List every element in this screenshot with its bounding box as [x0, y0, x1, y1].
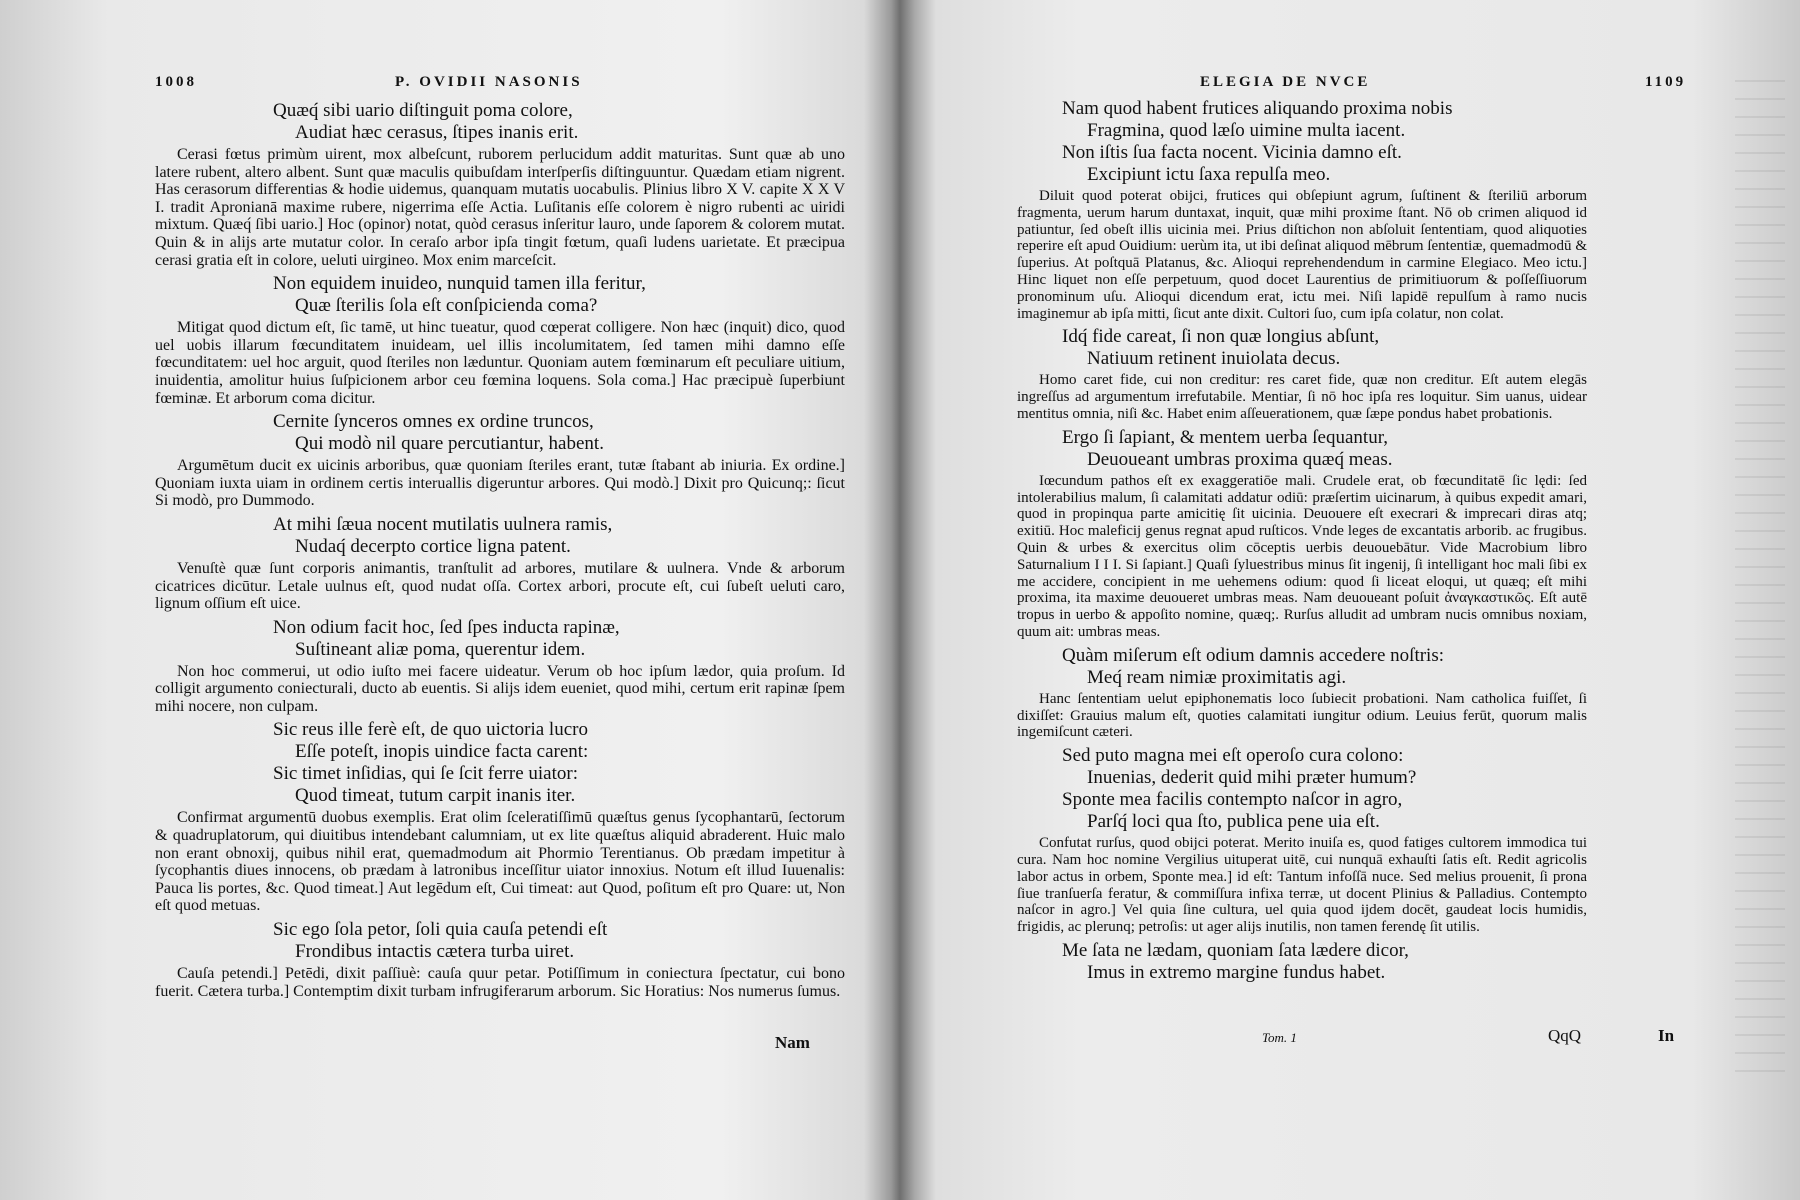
verse-line: Sed puto magna mei eſt operoſo cura colono: — [1062, 745, 1404, 767]
catchword: In — [1658, 1026, 1675, 1045]
commentary-paragraph: Cerasi fœtus primùm uirent, mox albeſcunt, ruborem perlucidum addit maturitas. Sunt quæ ab uno latere rubent, altero albent. Sunt quæ maculis quibuſdam interſperſis diſtinguuntur. Quædam etiam nigrent. Has cerasorum differentias & hodie uidemus, quanquam mutatis uocabulis. Plinius libro X V. capite X X V I. tradit Apronianā maxime rubere, nigerrima eſſe Actia. Luſitanis eſſe colorem è nigro rubenti ac uiridi mixtum. Quæq́ ſibi uario.] Hoc (opinor) notat, quòd cerasus inſeritur lauro, unde ſaporem & colorem mutat. Quin & in alijs arte mutatur color. In ceraſo arbor ipſa tingit fœtum, quaſi ludens uarietate. Et præcipua cerasi gratia eſt in colore, ueluti uirgineo. Mox enim marceſcit. — [155, 146, 845, 269]
right-page — [905, 0, 1800, 1200]
running-head: ELEGIA DE NVCE — [1200, 74, 1371, 90]
page-number: 1008 — [155, 74, 197, 90]
verse-line: Non equidem inuideo, nunquid tamen illa feritur, — [273, 273, 646, 295]
verse-line: Me ſata ne lædam, quoniam ſata lædere dicor, — [1062, 939, 1409, 961]
verse-line: Quod timeat, tutum carpit inanis iter. — [295, 785, 576, 807]
verse-line: Quæq́ sibi uario diſtinguit poma colore, — [273, 100, 573, 121]
verse-line: Suſtineant aliæ poma, querentur idem. — [295, 638, 586, 660]
commentary-paragraph: Iœcundum pathos eſt ex exaggeratiōe mali. Crudele erat, ob fœcunditatē ſic lędi: ſed intolerabilius malum, ſi calamitati addatur odiū: præſertim uicinarum, à quibus expedit amari, quod in propinqua parte amicitię ſit uicinia. Deuouere eſt execrari & imprecari diras atq; exitiū. Hoc maleficij genus regnat apud ruſticos. Vnde leges de excantatis arborib. ac frugibus. Quin & urbes & exercitus olim cōceptis uerbis deuouebātur. Vide Macrobium libro Saturnalium I I I. Si ſapiant.] Quaſi ſyluestribus minus ſit ingenij, ſi intelligant hoc mali ſibi ex me accidere, concipient in me uehemens odium: quod ſi liceat eloqui, ut quæq; eſt mihi proxima, ita maxime deuoueret umbras meas. Nam deuoueant poſuit ἀναγκαστικῶς. Eſt autē tropus in uerbo & appoſito nomine, quæq;. Rurſus alludit ad umbram nucis omnibus noxiam, quum ait: umbras meas. — [1017, 472, 1587, 640]
verse-line: Ergo ſi ſapiant, & mentem uerba ſequantur, — [1062, 426, 1389, 448]
catchword: Nam — [775, 1033, 810, 1052]
verse-line: Nam quod habent frutices aliquando proxima nobis — [1062, 98, 1453, 119]
verse-line: Nudaq́ decerpto cortice ligna patent. — [295, 535, 571, 557]
page-body — [1017, 98, 1587, 984]
verse-line: Inuenias, dederit quid mihi præter humum? — [1087, 767, 1417, 789]
commentary-paragraph: Confutat rurſus, quod obijci poterat. Merito inuiſa es, quod fatiges cultorem immodica tui cura. Nam hoc nomine Vergilius uituperat uitē, cui nunquā exhauſti ſatis eſt. Redit agricolis labor actus in orbem, Sponte mea.] id eſt: Tantum infoſſā nuce. Sed melius prouenit, ſi prona ſiue tranſuerſa feratur, & commiſſura infixa terræ, ut docent Plinius & Palladius. Contempto naſcor in agro.] Vel quia ſine cultura, uel quia quod ijdem docēt, gaudeat locis humidis, frigidis, ac plerunq; petroſis: ut ager alijs inutilis, non tamen ferendę ſit utilis. — [1017, 835, 1587, 936]
signature-mark: QqQ — [1548, 1026, 1582, 1045]
verse-line: Excipiunt ictu ſaxa repulſa meo. — [1087, 164, 1331, 185]
verse-line: Sic timet inſidias, qui ſe ſcit ferre uiator: — [273, 763, 578, 785]
verse-line: Qui modò nil quare percutiantur, habent. — [295, 433, 604, 455]
verse-line: Sponte mea facilis contempto naſcor in agro, — [1062, 789, 1403, 811]
verse-line: Sic reus ille ferè eſt, de quo uictoria lucro — [273, 719, 588, 741]
verse-line: Non odium facit hoc, ſed ſpes inducta rapinæ, — [273, 616, 620, 638]
commentary-paragraph: Venuſtè quæ ſunt corporis animantis, tranſtulit ad arbores, mutilare & uulnera. Vnde & arborum cicatrices dicūtur. Letale uulnus eſt, quod nudat oſſa. Cortex arbori, procute eſt, cui ſubeſt ueluti caro, lignum oſſium eſt uice. — [155, 559, 845, 613]
verse-line: Deuoueant umbras proxima quæq́ meas. — [1087, 448, 1393, 470]
commentary-paragraph: Confirmat argumentū duobus exemplis. Erat olim ſceleratiſſimū quæſtus genus ſycophantarū, ſectorum & quadruplatorum, qui diuitibus intendebant calumniam, ut ex lite quæſtus aliquid abraderent. Huic malo non erant obnoxij, quibus nihil erat, quemadmodum ait Phormio Terentianus. Ob prædam impetitur à ſycophantis diues innocens, ob prædam à latronibus inceſſitur uiator innoxius. Notum eſt illud Iuuenalis: Pauca lis portes, &c. Quod timeat.] Aut legēdum eſt, Cui timeat: aut Quod, poſitum eſt pro Quare: ut, Non eſt quod metuas. — [155, 809, 845, 915]
left-page — [0, 0, 890, 1200]
verse-line: Idq́ fide careat, ſi non quæ longius abſunt, — [1062, 326, 1380, 348]
verse-line: Frondibus intactis cætera turba uiret. — [295, 941, 575, 963]
verse-line: Quæ ſterilis ſola eſt conſpicienda coma? — [295, 295, 598, 317]
verse-line: Parſq́ loci qua ſto, publica pene uia eſt. — [1087, 811, 1380, 833]
running-head: P. OVIDII NASONIS — [395, 74, 583, 90]
verse-line: Eſſe poteſt, inopis uindice facta carent: — [295, 741, 589, 763]
verse-line: Natiuum retinent inuiolata decus. — [1087, 348, 1341, 370]
verse-line: Audiat hæc cerasus, ſtipes inanis erit. — [295, 122, 579, 143]
commentary-paragraph: Diluit quod poterat obijci, frutices qui obſepiunt agrum, ſuſtinent & ſteriliū arborum fragmenta, uerum harum duntaxat, inquit, quæ mihi proxime ſtant. Nō ob crimen aliquod id patiuntur, ſed obeſt illis uicinia mei. Prius diſtichon non abſoluit ſententiam, quod aliquoties reperire eſt apud Ouidium: uerùm ita, ut ibi deſinat aliquod mēbrum ſententiæ, quemadmodū & ſuperius. At poſtquā Platanus, &c. Alioqui reprehendendum in carmine Elegiaco. Meo ictu.] Hinc liquet non eſſe perpetuum, quod docet Laurentius de primitiuorum & poſſeſſiuorum pronominum uſu. Alioqui dicendum erat, ictu mei. Niſi lapidē repulſum à ramo nucis imaginemur ab ipſa mitti, ſicut ante dixit. Cultori ſuo, cum ipſa colatur, non colat. — [1017, 188, 1587, 322]
commentary-paragraph: Argumētum ducit ex uicinis arboribus, quæ quoniam ſteriles erant, tutæ ſtabant ab iniuria. Ex ordine.] Quoniam iuxta uiam in ordinem certis interuallis digeruntur arbores. Qui modò.] Dixit pro Quicunq;: ſicut Si modò, pro Dummodo. — [155, 457, 845, 510]
volume-mark: Tom. 1 — [1262, 1030, 1297, 1045]
commentary-paragraph: Non hoc commerui, ut odio iuſto mei facere uideatur. Verum ob hoc ipſum lædor, quia proſum. Id colligit argumento coniecturali, ducto ab euentis. Si alijs idem eueniet, quod mihi, certum erit rapinæ ſpem mihi nocere, non culpam. — [155, 662, 845, 715]
commentary-paragraph: Cauſa petendi.] Petēdi, dixit paſſiuè: cauſa quur petar. Potiſſimum in coniectura ſpectatur, cui bono fuerit. Cætera turba.] Contemptim dixit turbam infrugiferarum arborum. Sic Horatius: Nos numerus ſumus. — [155, 965, 845, 1000]
verse-line: Cernite ſynceros omnes ex ordine truncos, — [273, 411, 594, 433]
verse-line: Sic ego ſola petor, ſoli quia cauſa petendi eſt — [273, 919, 608, 941]
verse-line: At mihi ſæua nocent mutilatis uulnera ramis, — [273, 513, 613, 535]
verse-line: Non iſtis ſua facta nocent. Vicinia damno eſt. — [1062, 142, 1402, 163]
verse-line: Fragmina, quod læſo uimine multa iacent. — [1087, 120, 1406, 141]
page-body — [155, 100, 845, 1004]
commentary-paragraph: Mitigat quod dictum eſt, ſic tamē, ut hinc tueatur, quod cœperat colligere. Non hæc (inquit) dico, quod uel uobis illarum fœcunditatem inuideam, uel illis incolumitatem, ſed tamen mihi damno eſſe fœcunditatem: uel hoc arguit, quod ſteriles non læduntur. Quoniam autem fœminarum eſt peculiare uitium, inuidentia, amolitur huius ſuſpicionem arbor ceu fœmina loquens. Sola coma.] Hac præcipuè ſuperbiunt fœminæ. Et arborum coma dicitur. — [155, 319, 845, 407]
verse-line: Meq́ ream nimiæ proximitatis agi. — [1087, 666, 1347, 688]
verse-line: Imus in extremo margine fundus habet. — [1087, 961, 1386, 983]
commentary-paragraph: Homo caret fide, cui non creditur: res caret fide, quæ non creditur. Eſt autem elegās ingreſſus ad argumentum irrefutabile. Mentiar, ſi nō hoc ipſa res loquitur. Sim uanus, uidear mentitus omnia, niſi &c. Habet enim aſſeuerationem, quæ ſæpe pondus habet probationis. — [1017, 372, 1587, 422]
verse-line: Quàm miſerum eſt odium damnis accedere noſtris: — [1062, 644, 1445, 666]
commentary-paragraph: Hanc ſententiam uelut epiphonematis loco ſubiecit probationi. Nam catholica fuiſſet, ſi dixiſſet: Grauius malum eſt, quoties calamitati iungitur odium. Leuius ferūt, quorum malis ingemiſcunt cæteri. — [1017, 690, 1587, 741]
page-number: 1109 — [1645, 74, 1687, 90]
